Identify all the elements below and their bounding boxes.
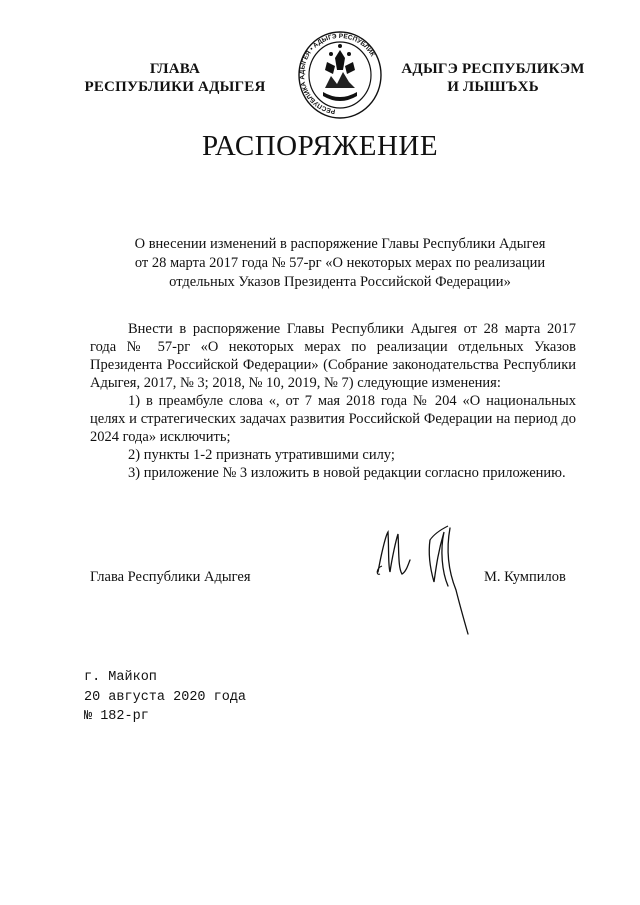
footer-city: г. Майкоп xyxy=(84,670,157,685)
body-item-3: 3) приложение № 3 изложить в новой редакции согласно приложению. xyxy=(128,465,566,481)
header-right-line2: И ЛЫШЪХЬ xyxy=(447,79,539,95)
header-right xyxy=(378,60,608,96)
header-right-line1: АДЫГЭ РЕСПУБЛИКЭМ xyxy=(401,61,585,77)
coat-of-arms-icon xyxy=(297,30,383,120)
subject-line1: О внесении изменений в распоряжение Главы Республики Адыгея xyxy=(134,236,546,252)
document-body xyxy=(90,320,576,482)
footer-number: № 182-рг xyxy=(84,709,149,724)
header-left xyxy=(70,60,280,96)
svg-text:РЕСПУБЛИКА АДЫГЕЯ • АДЫГЭ РЕСП: РЕСПУБЛИКА АДЫГЕЯ • АДЫГЭ РЕСПУБЛИК xyxy=(298,32,376,115)
handwritten-signature xyxy=(368,510,488,640)
document-title: РАСПОРЯЖЕНИЕ xyxy=(201,130,439,162)
header-left-line1: ГЛАВА xyxy=(149,61,201,77)
subject-line2: от 28 марта 2017 года № 57-рг «О некоторых мерах по реализации xyxy=(134,255,546,271)
document-footer xyxy=(84,668,246,727)
body-intro: Внести в распоряжение Главы Республики Адыгея от 28 марта 2017 года № 57-рг «О некоторых мерах по реализации отдельных Указов Президента Российской Федерации» (Собрание законодательства Республики Адыгея, 2017, № 3; 2018, № 10, 2019, № 7) следующие изменения: xyxy=(90,321,576,391)
signatory-position: Глава Республики Адыгея xyxy=(90,569,251,585)
subject-line3: отдельных Указов Президента Российской Федерации» xyxy=(169,274,511,290)
body-item-2: 2) пункты 1-2 признать утратившими силу; xyxy=(128,447,395,463)
footer-date: 20 августа 2020 года xyxy=(84,689,247,705)
signatory-name: М. Кумпилов xyxy=(484,569,566,585)
body-item-1: 1) в преамбуле слова «, от 7 мая 2018 года № 204 «О национальных целях и стратегических задачах развития Российской Федерации на период до 2024 года» исключить; xyxy=(90,393,576,445)
header-left-line2: РЕСПУБЛИКИ АДЫГЕЯ xyxy=(84,79,266,95)
document-subject xyxy=(100,235,580,292)
